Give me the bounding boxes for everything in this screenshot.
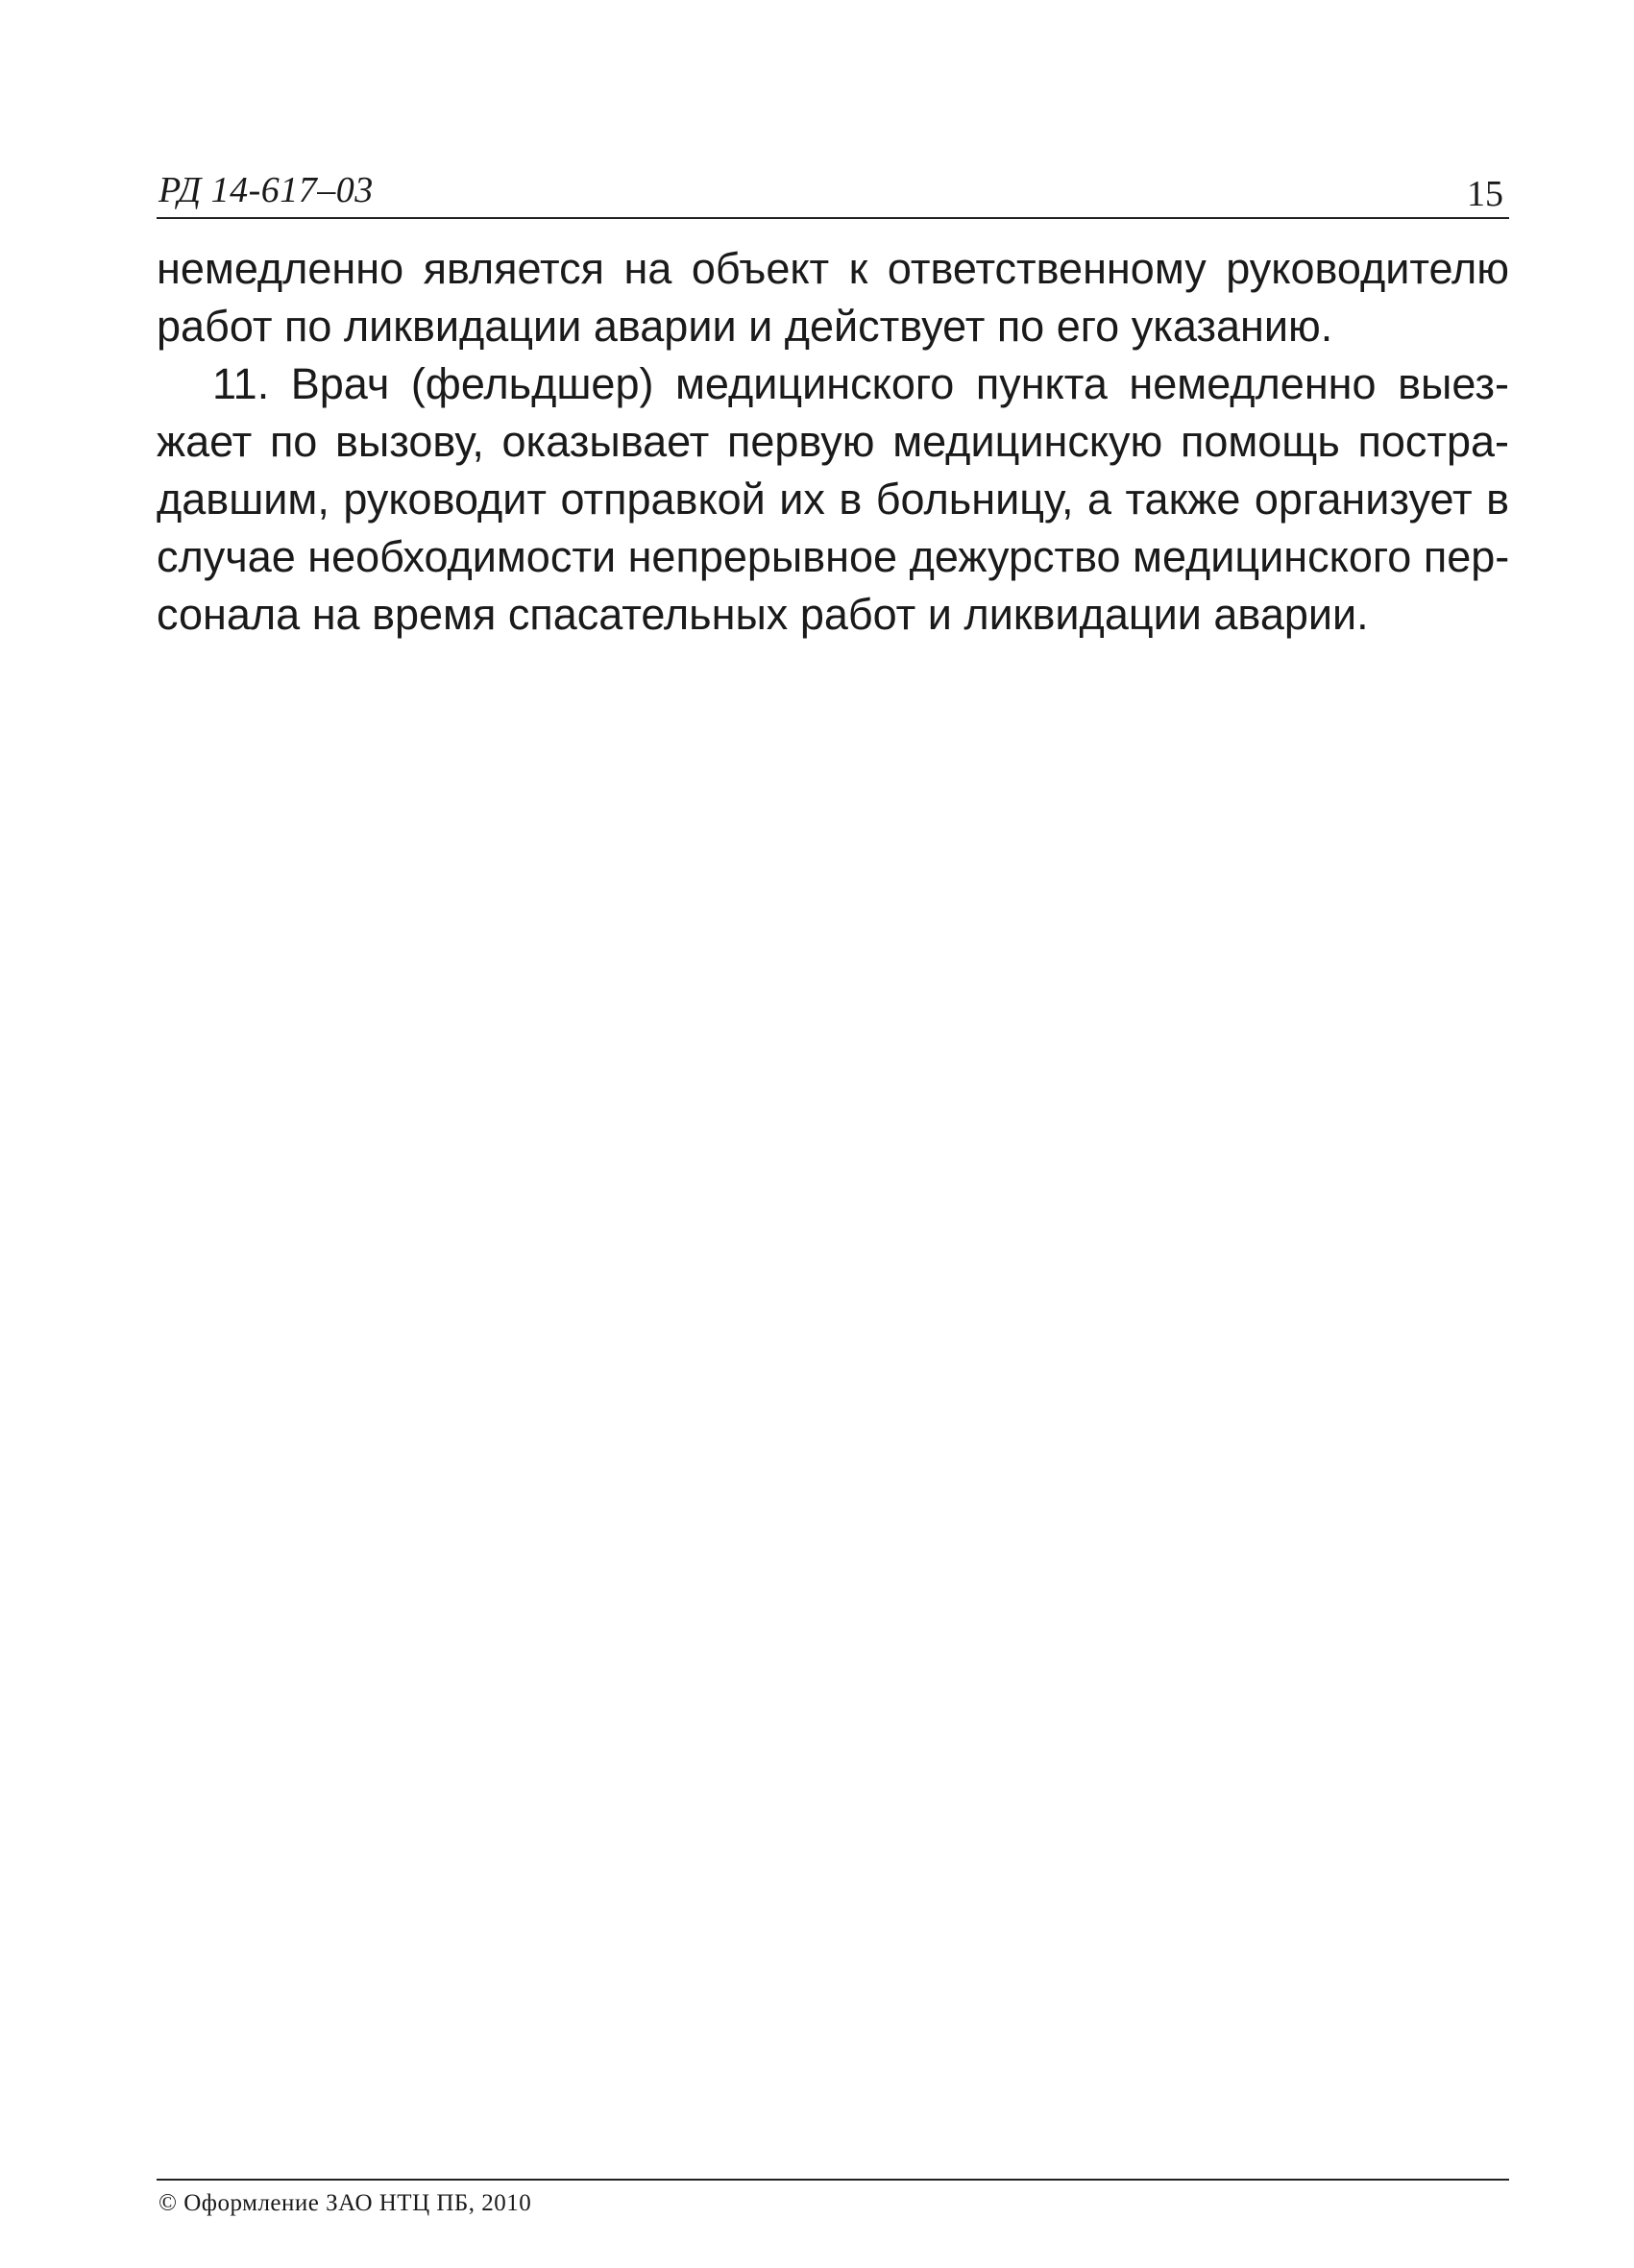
page-footer: [157, 2179, 1509, 2216]
text-line: сонала на время спасательных работ и ликвидации аварии.: [157, 590, 1369, 639]
document-body: [157, 240, 1509, 644]
text-line: немедленно является на объект к ответственному руководителю: [157, 244, 1509, 293]
paragraph-continuation: [157, 240, 1509, 355]
document-code: РД 14-617–03: [159, 170, 374, 210]
text-line: случае необходимости непрерывное дежурство медицинского пер-: [157, 532, 1510, 581]
paragraph-item-11: [157, 355, 1509, 644]
page-number: 15: [1467, 174, 1503, 214]
footer-copyright: © Оформление ЗАО НТЦ ПБ, 2010: [159, 2190, 532, 2216]
page-header: [157, 161, 1509, 219]
text-line: давшим, руководит отправкой их в больницу, а также организует в: [157, 475, 1509, 524]
text-line: работ по ликвидации аварии и действует по его указанию.: [157, 302, 1333, 351]
text-line: жает по вызову, оказывает первую медицинскую помощь постра-: [157, 417, 1509, 466]
text-line: 11. Врач (фельдшер) медицинского пункта немедленно выез-: [212, 359, 1509, 408]
